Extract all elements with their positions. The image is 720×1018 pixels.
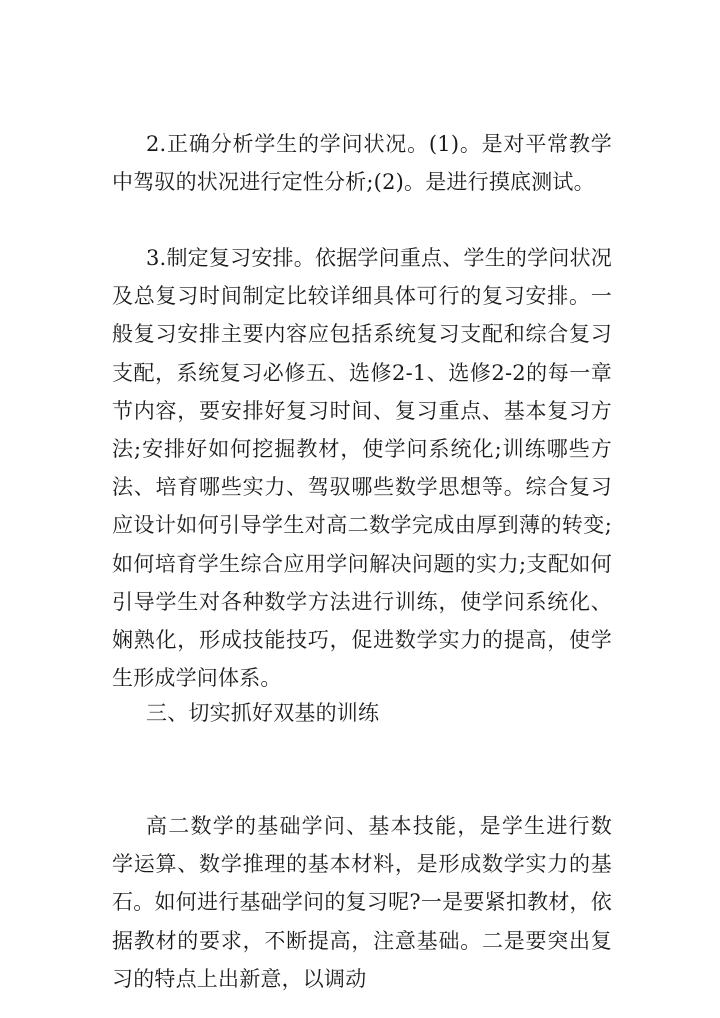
paragraph-basic-training: 高二数学的基础学问、基本技能，是学生进行数学运算、数学推理的基本材料，是形成数学实力的基石。如何进行基础学问的复习呢?一是要紧扣教材，依据教材的要求，不断提高，注意基础。二是要突出复习的特点上出新意，以调动 — [112, 814, 612, 991]
section-heading: 三、切实抓好双基的训练 — [146, 701, 380, 725]
paragraph-student-knowledge-analysis: 2.正确分析学生的学问状况。(1)。是对平常教学中驾驭的状况进行定性分析;(2)。是进行摸底测试。 — [112, 132, 612, 195]
paragraph-review-plan: 3.制定复习安排。依据学问重点、学生的学问状况及总复习时间制定比较详细具体可行的复习安排。一般复习安排主要内容应包括系统复习支配和综合复习支配，系统复习必修五、选修2-1、选修2-2的每一章节内容，要安排好复习时间、复习重点、基本复习方法;安排好如何挖掘教材，使学问系统化;训练哪些方法、培育哪些实力、驾驭哪些数学思想等。综合复习应设计如何引导学生对高二数学完成由厚到薄的转变;如何培育学生综合应用学问解决问题的实力;支配如何引导学生对各种数学方法进行训练，使学问系统化、娴熟化，形成技能技巧，促进数学实力的提高，使学生形成学问体系。 — [112, 246, 612, 691]
